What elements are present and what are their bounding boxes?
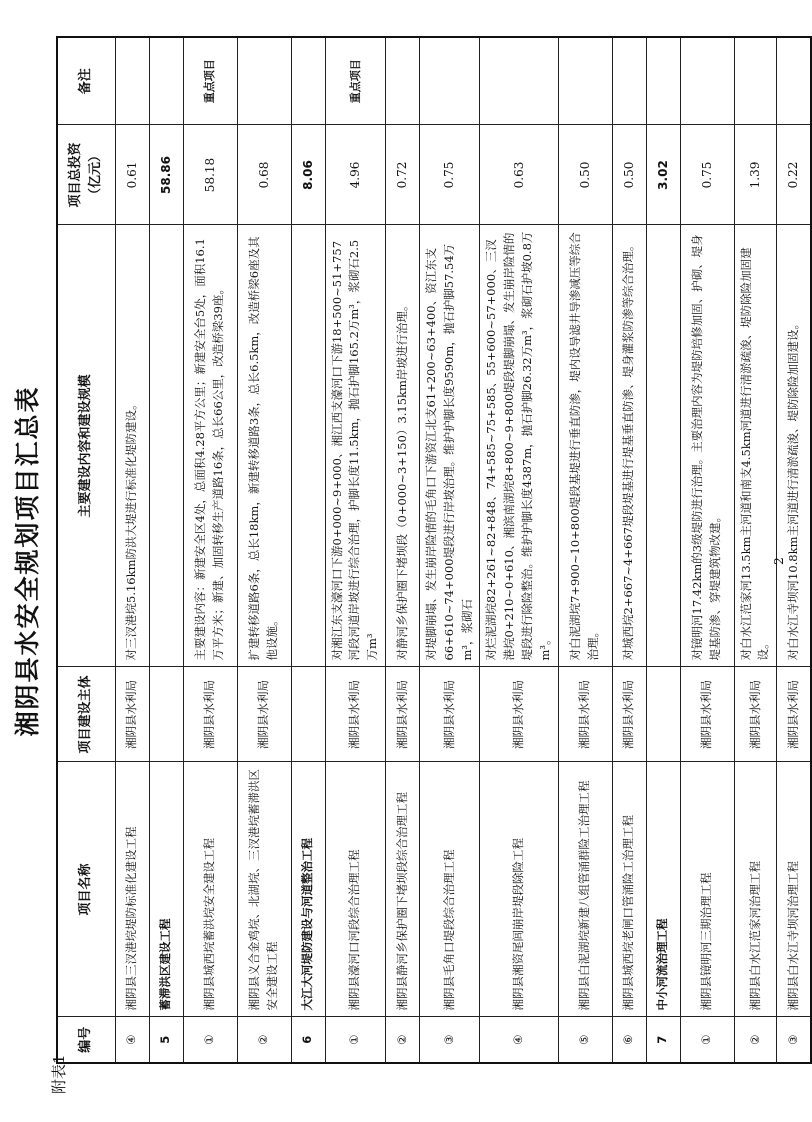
table-row (734, 37, 777, 1063)
cell-no: ② (734, 1017, 777, 1063)
cell-scope: 对烂泥湖垸82+261~82+848、74+585~75+585、55+600~57+000、三汊港垸0+210~0+610、湘滨南湖垸8+800~9+800堤段堤脚崩塌、发生崩岸险情的堤段进行除险整治。维护护脚长度4387m，抛石护脚26.32万m³，浆砌石护坡0.8万m³。 (480, 225, 558, 667)
cell-note (237, 37, 291, 125)
cell-no: ① (183, 1017, 237, 1063)
header-note: 备注 (57, 37, 115, 125)
cell-scope: 对白水江范家河13.5km主河道和南支4.5km河道进行清淤疏浚、堤防除险加固建设。 (734, 225, 777, 667)
cell-investment: 0.61 (115, 125, 149, 225)
cell-scope (149, 225, 183, 667)
cell-name: 湘阴县白水江寺坝河治理工程 (777, 762, 811, 1017)
cell-owner (291, 667, 325, 762)
cell-scope: 对湘江东支濠河口下游0+000~9+000、湘江西支濠河口下游18+500~51+757河段河道岸坡进行综合治理，护脚长度11.5km，抛石护脚165.2万m³，浆砌石2.5万m³ (325, 225, 385, 667)
cell-investment: 58.86 (149, 125, 183, 225)
cell-owner: 湘阴县水利局 (734, 667, 777, 762)
cell-note (646, 37, 680, 125)
cell-no: ③ (419, 1017, 479, 1063)
cell-investment: 0.68 (237, 125, 291, 225)
cell-name: 大江大河堤防建设与河道整治工程 (291, 762, 325, 1017)
cell-owner: 湘阴县水利局 (480, 667, 558, 762)
cell-investment: 0.50 (612, 125, 646, 225)
table-row (419, 37, 479, 1063)
cell-owner: 湘阴县水利局 (385, 667, 419, 762)
table-header-row (57, 37, 115, 1063)
cell-note: 重点项目 (183, 37, 237, 125)
cell-name: 湘阴县义合金鸡垸、北湖垸、三汊港垸蓄滞洪区安全建设工程 (237, 762, 291, 1017)
cell-name: 湘阴县静河乡保护圈下堵坝段综合治理工程 (385, 762, 419, 1017)
cell-scope: 对堤脚崩塌、发生崩岸险情的毛角口下游资江北支61+200~63+400、资江东支66+610~74+000堤段进行岸坡治理。维护护脚长度9590m，抛石护脚57.54万m³，浆砌石 (419, 225, 479, 667)
cell-scope: 对城西垸2+667~4+667堤段堤基进行堤基垂直防渗、堤身灌浆防渗等综合治理。 (612, 225, 646, 667)
table-row (480, 37, 558, 1063)
cell-no: ① (680, 1017, 734, 1063)
cell-no: 7 (646, 1017, 680, 1063)
cell-no: ④ (480, 1017, 558, 1063)
table-body (115, 37, 811, 1063)
cell-name: 湘阴县毛角口堤段综合治理工程 (419, 762, 479, 1017)
project-summary-table (56, 36, 812, 1064)
cell-scope (646, 225, 680, 667)
cell-owner: 湘阴县水利局 (612, 667, 646, 762)
cell-scope: 对镜明河17.42km的3级堤防进行治理。主要治理内容为堤防培修加固、护砌、堤身堤基防渗、穿堤建筑物改建。 (680, 225, 734, 667)
page-title: 湘阴县水安全规划项目汇总表 (13, 385, 42, 737)
cell-note (558, 37, 612, 125)
cell-owner (149, 667, 183, 762)
cell-investment: 3.02 (646, 125, 680, 225)
cell-owner: 湘阴县水利局 (680, 667, 734, 762)
cell-investment: 1.39 (734, 125, 777, 225)
cell-note: 重点项目 (325, 37, 385, 125)
cell-scope: 对白水江寺坝河10.8km主河道进行清淤疏浚、堤防除险加固建设。 (777, 225, 811, 667)
table-row (680, 37, 734, 1063)
cell-name: 湘阴县濠河口河段综合治理工程 (325, 762, 385, 1017)
cell-investment: 4.96 (325, 125, 385, 225)
cell-no: ③ (777, 1017, 811, 1063)
cell-note (385, 37, 419, 125)
cell-investment: 0.75 (419, 125, 479, 225)
cell-name: 湘阴县镜明河三期治理工程 (680, 762, 734, 1017)
cell-name: 湘阴县白水江范家河治理工程 (734, 762, 777, 1017)
cell-note (480, 37, 558, 125)
cell-name: 湘阴县白泥湖垸新建八组管涌群险工治理工程 (558, 762, 612, 1017)
cell-note (734, 37, 777, 125)
header-name: 项目名称 (57, 762, 115, 1017)
cell-note (149, 37, 183, 125)
cell-scope (291, 225, 325, 667)
cell-scope: 扩建转移道路6条，总长18km，新建转移道路3条，总长6.5km，改造桥梁6座及其他设施。 (237, 225, 291, 667)
table-row (385, 37, 419, 1063)
cell-note (612, 37, 646, 125)
cell-investment: 0.63 (480, 125, 558, 225)
cell-note (419, 37, 479, 125)
cell-name: 湘阴县湘资尾闾崩岸堤段除险工程 (480, 762, 558, 1017)
appendix-label: 附表1 (50, 1054, 68, 1094)
header-owner: 项目建设主体 (57, 667, 115, 762)
cell-scope: 对静河乡保护圈下堵坝段（0+000~3+150）3.15km岸坡进行治理。 (385, 225, 419, 667)
cell-scope: 主要建设内容：新建安全区4处，总面积4.28平方公里；新建安全台5处，面积16.1万平方米；新建、加固转移生产道路16条，总长66公里，改造桥梁39座。 (183, 225, 237, 667)
cell-no: ② (237, 1017, 291, 1063)
cell-name: 蓄滞洪区建设工程 (149, 762, 183, 1017)
cell-owner: 湘阴县水利局 (558, 667, 612, 762)
section-row (149, 37, 183, 1063)
table-row (558, 37, 612, 1063)
cell-owner: 湘阴县水利局 (777, 667, 811, 762)
cell-owner: 湘阴县水利局 (419, 667, 479, 762)
cell-no: ② (385, 1017, 419, 1063)
cell-owner: 湘阴县水利局 (183, 667, 237, 762)
cell-owner (646, 667, 680, 762)
table-row (237, 37, 291, 1063)
cell-investment: 8.06 (291, 125, 325, 225)
cell-no: ⑤ (558, 1017, 612, 1063)
header-invest: 项目总投资（亿元） (57, 125, 115, 225)
section-row (291, 37, 325, 1063)
cell-no: 6 (291, 1017, 325, 1063)
table-row (183, 37, 237, 1063)
cell-no: ⑥ (612, 1017, 646, 1063)
section-row (646, 37, 680, 1063)
header-scope: 主要建设内容和建设规模 (57, 225, 115, 667)
cell-owner: 湘阴县水利局 (325, 667, 385, 762)
cell-note (680, 37, 734, 125)
header-no: 编号 (57, 1017, 115, 1063)
cell-name: 湘阴县三汊港垸堤防标准化建设工程 (115, 762, 149, 1017)
cell-investment: 0.22 (777, 125, 811, 225)
cell-investment: 0.75 (680, 125, 734, 225)
cell-name: 湘阴县城西垸老闸口管涌险工治理工程 (612, 762, 646, 1017)
table-row (325, 37, 385, 1063)
cell-investment: 0.72 (385, 125, 419, 225)
cell-no: ④ (115, 1017, 149, 1063)
cell-owner: 湘阴县水利局 (115, 667, 149, 762)
cell-no: 5 (149, 1017, 183, 1063)
cell-name: 湘阴县城西垸蓄洪垸安全建设工程 (183, 762, 237, 1017)
cell-name: 中小河流治理工程 (646, 762, 680, 1017)
table-row (115, 37, 149, 1063)
cell-investment: 58.18 (183, 125, 237, 225)
cell-note (115, 37, 149, 125)
cell-owner: 湘阴县水利局 (237, 667, 291, 762)
cell-investment: 0.50 (558, 125, 612, 225)
cell-note (291, 37, 325, 125)
table-row (612, 37, 646, 1063)
cell-no: ① (325, 1017, 385, 1063)
cell-scope: 对三汊港垸5.16km防洪大堤进行标准化堤防建设。 (115, 225, 149, 667)
cell-scope: 对白泥湖垸7+900~10+800堤段基堤进行垂直防渗，堤内设导滤井导渗减压等综合治理。 (558, 225, 612, 667)
page-number: 2 (772, 557, 786, 565)
